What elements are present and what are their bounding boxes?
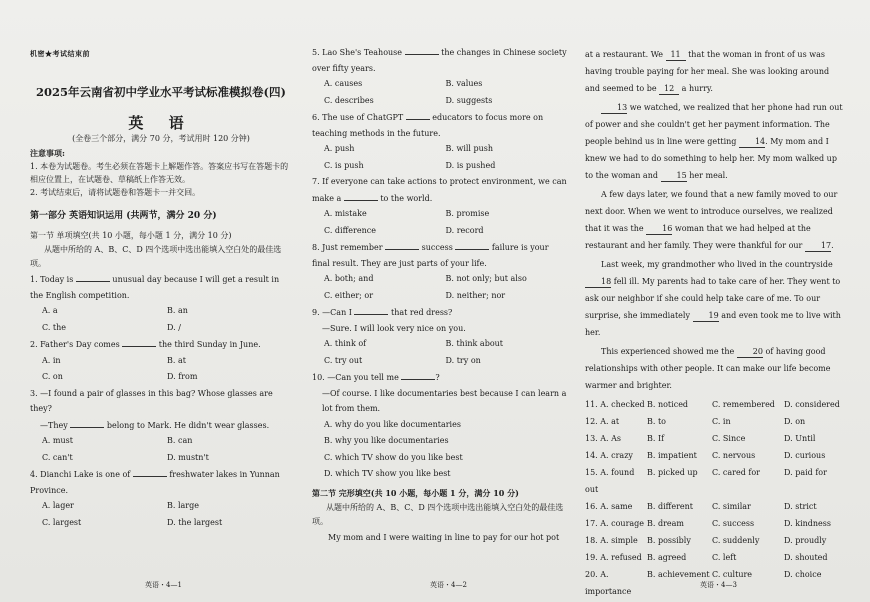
option: C. culture [712,570,753,579]
question-stem: 4. Dianchi Lake is one of [30,470,131,479]
option: D. from [167,372,198,381]
option: B. achievement [647,570,710,579]
cloze-blank[interactable]: 13 [601,102,627,114]
question-stem: 3. —I found a pair of glasses in this bag? Whose glasses are they? [30,388,273,413]
cloze-blank[interactable]: 11 [666,49,686,61]
passage-paragraph [585,343,845,394]
section1-title: 第一节 单项填空(共 10 小题，每小题 1 分，满分 10 分) [30,231,232,240]
answer-blank[interactable] [344,190,378,201]
option: C. Since [712,434,746,443]
option: D. mustn't [167,452,209,462]
option: C. on [42,372,63,381]
answer-blank[interactable] [406,109,430,120]
option: C. in [712,417,731,426]
cloze-blank[interactable]: 14 [739,136,765,148]
cloze-options [585,396,845,600]
question-stem: 2. Father's Day comes [30,340,120,349]
answer-blank[interactable] [122,336,156,347]
option: B. promise [445,209,490,218]
option: D. shouted [784,553,828,562]
option: B. why you like documentaries [324,436,449,445]
cloze-option-row [585,430,845,447]
option: B. think about [445,339,504,348]
option: B. an [167,306,188,315]
section1-instruction: 从题中所给的 A、B、C、D 四个选项中选出能填入空白处的最佳选项。 [30,245,282,268]
option: B. agreed [647,553,687,562]
cloze-option-row [585,549,845,566]
option: B. impatient [647,451,697,460]
option: C. which TV show do you like best [324,452,463,462]
option: D. choice [784,570,822,579]
passage-paragraph [585,186,845,254]
option: A. must [42,436,73,445]
subject-title: 英 语 [128,114,194,132]
option: A. causes [324,79,363,88]
passage-text: we watched, we realized that her phone had run out of power and she couldn't get her payment information. The people behind us in line were getting [585,103,843,146]
passage-text: and even took me to live with her. [585,311,841,337]
option: D. the largest [167,517,223,527]
question-7 [312,174,567,239]
option: D. which TV show you like best [324,469,451,478]
option: B. picked up [647,468,698,477]
answer-blank[interactable] [354,304,388,315]
passage-paragraph [585,46,845,97]
option: C. can't [42,452,73,462]
cloze-blank[interactable]: 12 [659,83,679,95]
option: D. kindness [784,519,831,528]
option: D. record [445,225,484,235]
exam-title: 2025年云南省初中学业水平考试标准模拟卷(四) [36,85,286,99]
question-stem: belong to Mark. He didn't wear glasses. [106,420,270,430]
option: B. possibly [647,536,691,545]
passage-text: at a restaurant. We [585,50,666,59]
option: D. try on [445,355,481,365]
question-stem: —Of course. I like documentaries best because I can learn a lot from them. [322,388,567,413]
answer-blank[interactable] [385,239,419,250]
option: C. remembered [712,400,775,409]
cloze-blank[interactable]: 16 [646,223,672,235]
question-stem: success [421,243,453,252]
secret-label: 机密★考试结束前 [30,49,90,58]
option: 12. A. at [585,417,620,426]
option: D. proudly [784,536,827,545]
passage-paragraph [585,256,845,341]
option: B. not only; but also [445,274,527,283]
page-footer: 英语・4—3 [700,581,737,589]
question-stem: 9. —Can I [312,308,352,317]
question-stem: educators to focus more on teaching methods in the future. [312,113,544,138]
option: D. neither; nor [445,290,506,300]
question-stem: 10. —Can you tell me [312,373,399,382]
answer-blank[interactable] [405,44,439,55]
cloze-blank[interactable]: 18 [585,276,611,288]
option: 11. A. checked [585,400,645,409]
question-9 [312,304,567,369]
question-stem: 7. If everyone can take actions to protect environment, we can make a [312,177,567,203]
passage-text: fell ill. My parents had to take care of her. They went to ask our neighbor if she could help take care of me. To our surprise, she immediately [585,277,841,320]
option: B. to [647,417,666,426]
cloze-blank[interactable]: 20 [737,346,763,358]
question-stem: 5. Lao She's Teahouse [312,48,403,57]
option: D. suggests [445,95,493,105]
question-stem: the changes in Chinese society over fifty years. [312,48,567,73]
cloze-blank[interactable]: 17 [805,240,831,252]
option: 17. A. courage [585,519,645,528]
option: B. will push [445,144,494,153]
option: D. strict [784,502,817,511]
question-stem: ? [435,373,440,382]
page-footer: 英语・4—2 [430,581,467,589]
question-stem: that red dress? [391,308,453,317]
cloze-option-row [585,396,845,413]
question-2 [30,336,292,386]
option: 18. A. simple [585,536,638,545]
cloze-option-row [585,498,845,515]
option: C. similar [712,502,751,511]
option: C. describes [324,95,374,105]
cloze-option-row [585,515,845,532]
question-5 [312,44,567,109]
option: B. values [445,79,483,88]
option: C. cared for [712,468,760,477]
column-3 [585,0,845,600]
question-1 [30,271,292,336]
question-stem: —They [40,420,68,430]
option: B. can [167,436,193,445]
option: 16. A. same [585,502,633,511]
cloze-option-row [585,532,845,549]
exam-meta: (全卷三个部分，满分 70 分，考试用时 120 分钟) [72,134,250,143]
question-6 [312,109,567,174]
passage-text: her meal. [686,171,728,180]
option: 19. A. refused [585,553,642,562]
question-stem: 6. The use of ChatGPT [312,113,404,122]
option: A. lager [42,501,74,510]
answer-blank[interactable] [76,271,110,282]
option: B. at [167,355,186,365]
section2-instruction: 从题中所给的 A、B、C、D 四个选项中选出能填入空白处的最佳选项。 [312,502,564,526]
option: C. suddenly [712,536,760,545]
cloze-blank[interactable]: 15 [661,170,687,182]
answer-blank[interactable] [133,466,167,477]
answer-blank[interactable] [401,369,435,380]
question-stem: 1. Today is [30,275,74,284]
option: B. noticed [647,400,689,409]
passage-text: woman that we had helped at the restaurant and her family. They were thankful for our [585,224,811,250]
option: C. largest [42,517,82,527]
cloze-blank[interactable]: 19 [693,310,719,322]
passage-text: that the woman in front of us was having trouble paying for her meal. She was looking around and seemed to be [585,50,830,93]
option: 14. A. crazy [585,451,633,460]
question-8 [312,239,567,304]
question-stem: 8. Just remember [312,243,383,252]
option: C. success [712,519,755,528]
question-4 [30,466,292,531]
page-footer: 英语・4—1 [145,581,182,589]
cloze-option-row [585,447,845,464]
cloze-option-row [585,413,845,430]
part1-title: 第一部分 英语知识运用 (共两节，满分 20 分) [30,211,217,221]
question-stem: unusual day because I will get a result in the English competition. [30,275,280,300]
question-3 [30,386,292,467]
option: C. left [712,553,737,562]
option: B. different [647,502,693,511]
passage-start: My mom and I were waiting in line to pay for our hot pot [328,532,560,542]
option: 13. A. As [585,434,622,443]
passage-text: Last week, my grandmother who lived in the countryside [601,260,833,269]
passage-paragraph [585,99,845,184]
option: A. push [324,144,355,153]
option: D. Until [784,434,816,443]
option: D. curious [784,451,826,460]
option: A. why do you like documentaries [324,419,461,429]
question-stem: failure is your final result. They are just parts of your life. [312,243,549,268]
option: C. try out [324,355,363,365]
question-stem: to the world. [380,193,433,203]
option: B. dream [647,519,684,528]
option: D. paid for [784,468,827,477]
option: A. in [42,355,61,365]
option: A. both; and [324,274,374,283]
option: C. difference [324,225,376,235]
option: A. think of [324,339,367,348]
option: C. is push [324,160,364,170]
passage-text: This experienced showed me the [601,347,737,356]
option: D. is pushed [445,160,496,170]
option: 20. A. importance [585,570,632,596]
option: D. considered [784,400,840,409]
notice-item: 1. 本卷为试题卷。考生必须在答题卡上解题作答。答案应书写在答题卡的相应位置上，在试题卷、草稿纸上作答无效。 [30,162,289,184]
option: C. the [42,322,67,332]
option: A. mistake [324,209,367,218]
option: 15. A. found out [585,468,635,494]
passage-text: of having good relationships with other people. It can make our life become warmer and brighter. [585,347,831,390]
answer-blank[interactable] [455,239,489,250]
option: D. / [167,322,181,332]
notice-title: 注意事项: [30,148,65,158]
notice-item: 2. 考试结束后，请将试题卷和答题卡一并交回。 [30,188,201,197]
answer-blank[interactable] [70,417,104,428]
cloze-passage [585,46,845,394]
passage-text: A few days later, we found that a new family moved to our next door. When we went to introduce ourselves, we realized that it was the [585,190,838,233]
option: B. If [647,434,665,443]
question-stem: the third Sunday in June. [158,340,261,349]
question-stem: —Sure. I will look very nice on you. [322,323,466,333]
question-stem: freshwater lakes in Yunnan Province. [30,470,280,495]
option: C. nervous [712,451,756,460]
option: C. either; or [324,290,374,300]
passage-text: a hurry. [679,84,713,93]
column-1 [30,0,292,531]
option: B. large [167,501,199,510]
option: A. a [42,306,58,315]
passage-text: . My mom and I knew we had to do something to help her. My mom walked up to the woman and [585,137,837,180]
option: D. on [784,417,806,426]
section2-title: 第二节 完形填空(共 10 小题，每小题 1 分，满分 10 分) [312,487,519,498]
cloze-option-row [585,464,845,498]
question-10 [312,369,567,483]
column-2 [312,0,567,548]
passage-text: . [831,241,834,250]
